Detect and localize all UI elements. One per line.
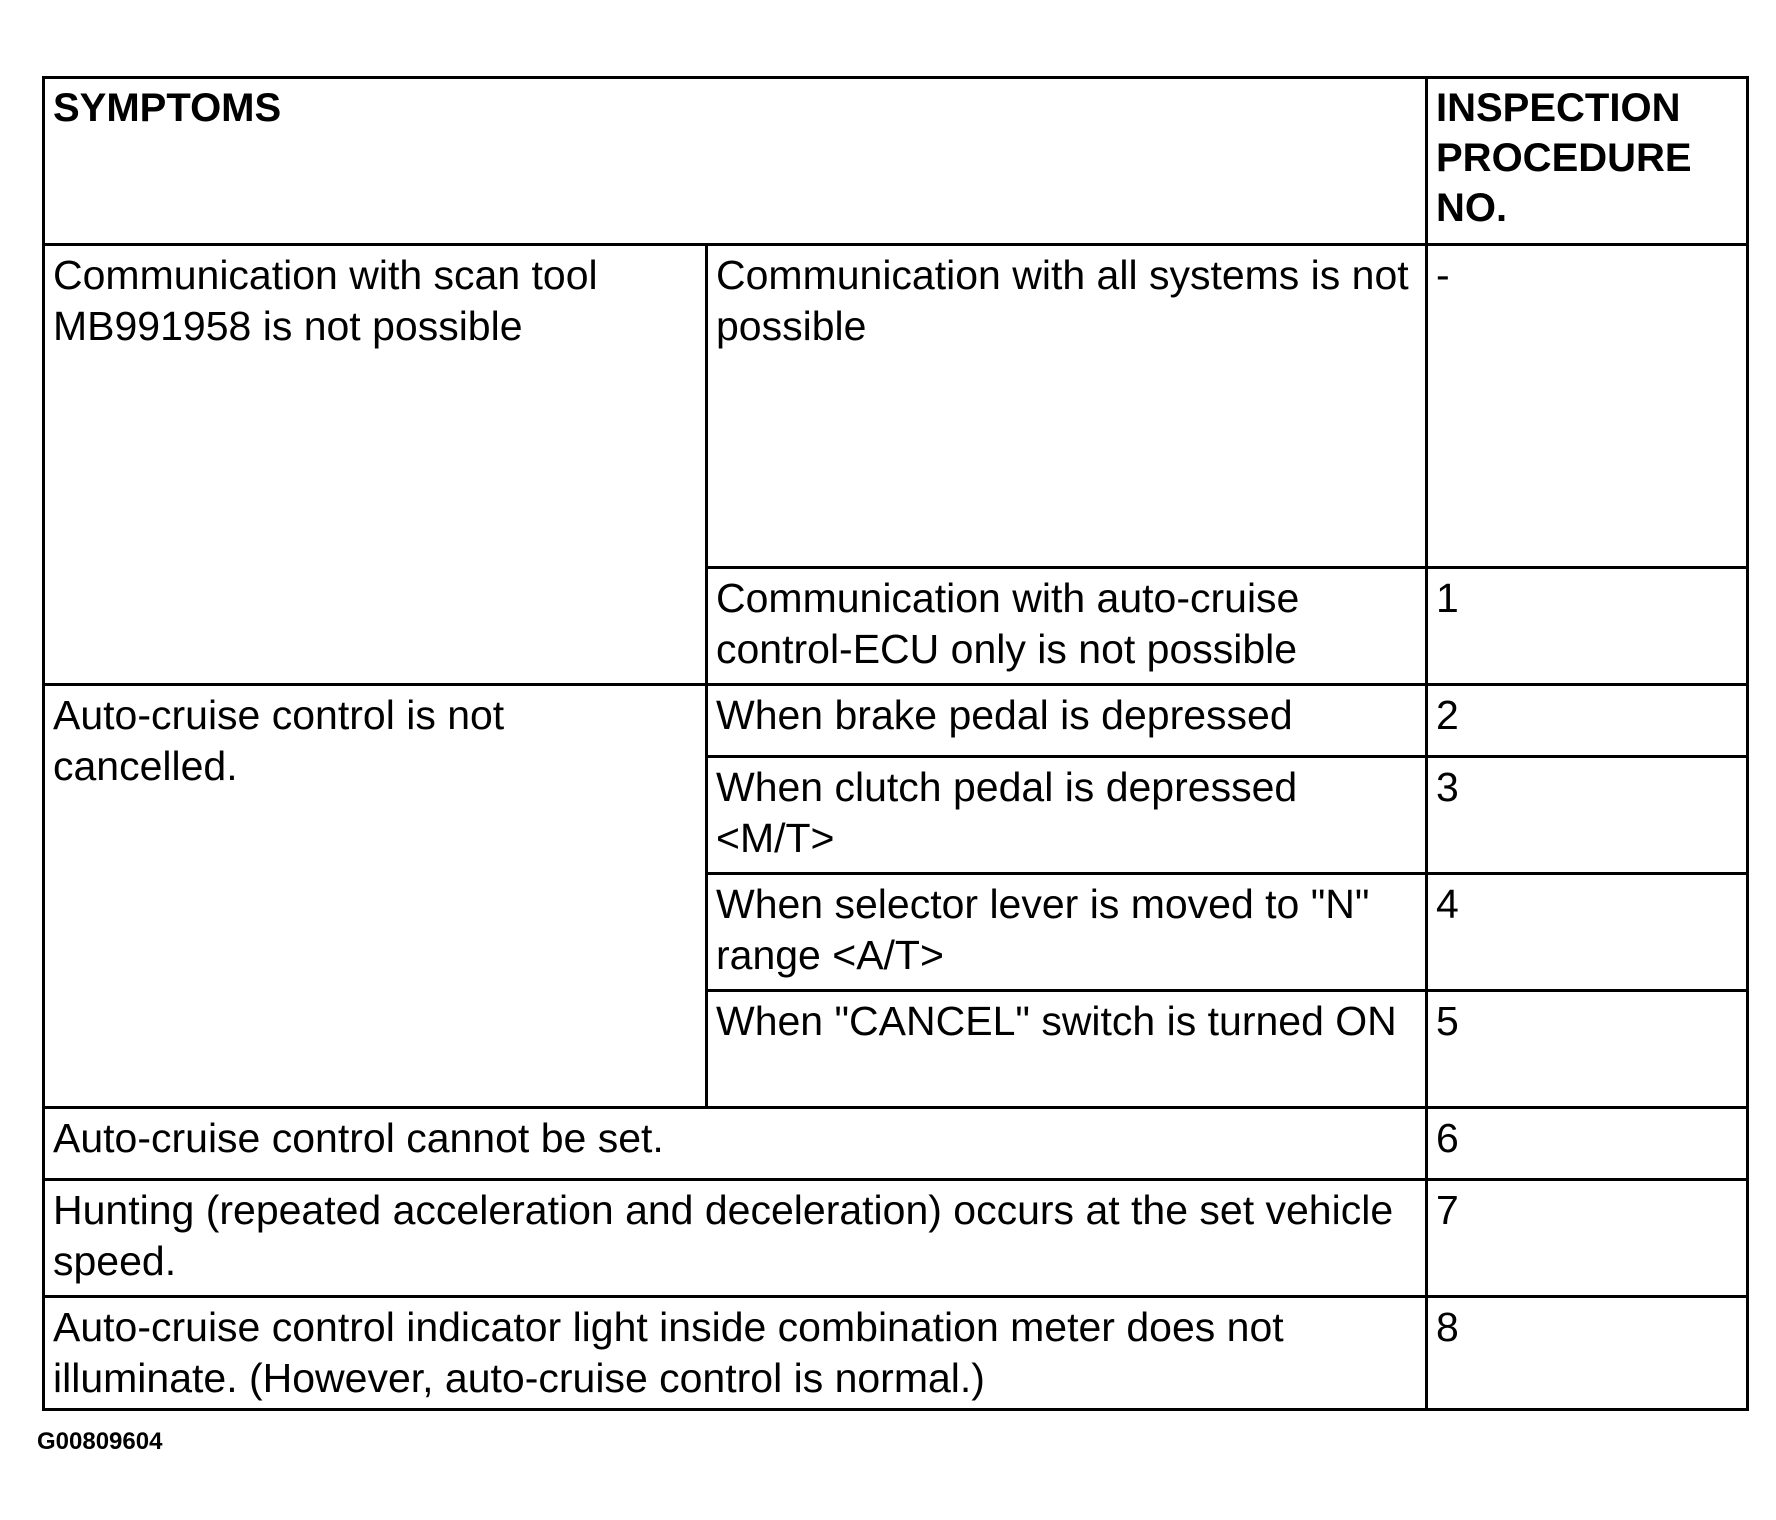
table-row xyxy=(44,1297,1748,1410)
table-row xyxy=(44,1108,1748,1180)
symptom-cell: Auto-cruise control cannot be set. xyxy=(44,1108,1427,1180)
symptom-cell: Auto-cruise control indicator light inside combination meter does not illuminate. (However, auto-cruise control is normal.) xyxy=(44,1297,1427,1410)
procedure-cell: 5 xyxy=(1427,991,1748,1108)
table-row xyxy=(44,245,1748,568)
symptom-cell: Hunting (repeated acceleration and deceleration) occurs at the set vehicle speed. xyxy=(44,1180,1427,1297)
header-inspection-procedure: INSPECTION PROCEDURE NO. xyxy=(1427,78,1748,245)
procedure-cell: - xyxy=(1427,245,1748,568)
symptoms-table xyxy=(42,76,1749,1411)
table-header-row xyxy=(44,78,1748,245)
condition-cell: When brake pedal is depressed xyxy=(707,685,1427,757)
table-row xyxy=(44,1180,1748,1297)
symptom-cell: Communication with scan tool MB991958 is not possible xyxy=(44,245,707,685)
procedure-cell: 1 xyxy=(1427,568,1748,685)
procedure-cell: 3 xyxy=(1427,757,1748,874)
header-symptoms: SYMPTOMS xyxy=(44,78,1427,245)
symptom-cell: Auto-cruise control is not cancelled. xyxy=(44,685,707,1108)
procedure-cell: 2 xyxy=(1427,685,1748,757)
condition-cell: Communication with all systems is not possible xyxy=(707,245,1427,568)
condition-cell: When "CANCEL" switch is turned ON xyxy=(707,991,1427,1108)
procedure-cell: 4 xyxy=(1427,874,1748,991)
condition-cell: When selector lever is moved to "N" range <A/T> xyxy=(707,874,1427,991)
figure-id: G00809604 xyxy=(37,1428,163,1455)
table-row xyxy=(44,685,1748,757)
procedure-cell: 7 xyxy=(1427,1180,1748,1297)
condition-cell: Communication with auto-cruise control-ECU only is not possible xyxy=(707,568,1427,685)
condition-cell: When clutch pedal is depressed <M/T> xyxy=(707,757,1427,874)
procedure-cell: 6 xyxy=(1427,1108,1748,1180)
procedure-cell: 8 xyxy=(1427,1297,1748,1410)
